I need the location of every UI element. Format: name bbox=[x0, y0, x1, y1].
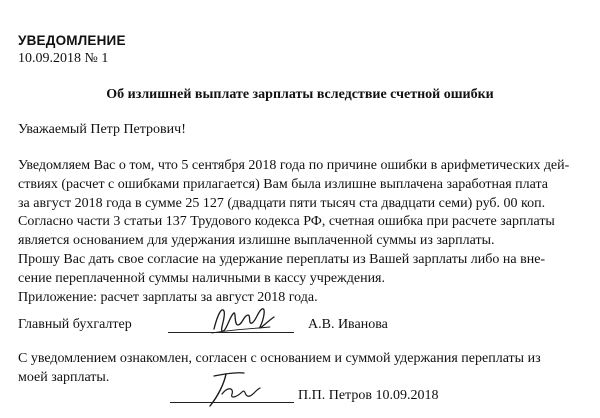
salutation: Уважаемый Петр Петрович! bbox=[18, 122, 186, 137]
notice-body bbox=[18, 157, 582, 307]
body-line: сение переплаченной суммы наличными в кассу учреждения. bbox=[18, 270, 385, 286]
body-line: за август 2018 года в сумме 25 127 (двадцати пяти тысяч ста двадцати семи) руб. 00 коп. bbox=[18, 195, 546, 211]
signer-role: Главный бухгалтер bbox=[18, 317, 132, 332]
employee-signature-icon bbox=[204, 366, 268, 410]
notice-title: УВЕДОМЛЕНИЕ bbox=[18, 33, 126, 48]
body-line: Прошу Вас дать свое согласие на удержание переплаты из Вашей зарплаты либо на вне- bbox=[18, 251, 546, 267]
body-line: Уведомляем Вас о том, что 5 сентября 2018 года по причине ошибки в арифметических дей- bbox=[18, 158, 570, 173]
body-line: ствиях (расчет с ошибками прилагается) Вам была излишне выплачена заработная плата bbox=[18, 176, 549, 192]
attachment-line: Приложение: расчет зарплаты за август 2018 года. bbox=[18, 289, 318, 305]
acknowledgment-line: С уведомлением ознакомлен, согласен с основанием и суммой удержания переплаты из bbox=[18, 351, 541, 366]
body-line: Согласно части 3 статьи 137 Трудового кодекса РФ, счетная ошибка при расчете зарплаты bbox=[18, 214, 555, 230]
notice-date-number: 10.09.2018 № 1 bbox=[18, 51, 109, 66]
acknowledgment-line: моей зарплаты. bbox=[18, 369, 110, 385]
accountant-signature-icon bbox=[208, 303, 278, 337]
employee-name-date: П.П. Петров 10.09.2018 bbox=[298, 388, 439, 403]
acknowledgment bbox=[18, 350, 582, 388]
notice-subject: Об излишней выплате зарплаты вследствие счетной ошибки bbox=[106, 87, 494, 102]
body-line: является основанием для удержания излишне выплаченной суммы из зарплаты. bbox=[18, 233, 495, 249]
accountant-signature-row bbox=[18, 317, 582, 339]
signature-line bbox=[170, 402, 294, 403]
signer-name: А.В. Иванова bbox=[308, 317, 388, 332]
